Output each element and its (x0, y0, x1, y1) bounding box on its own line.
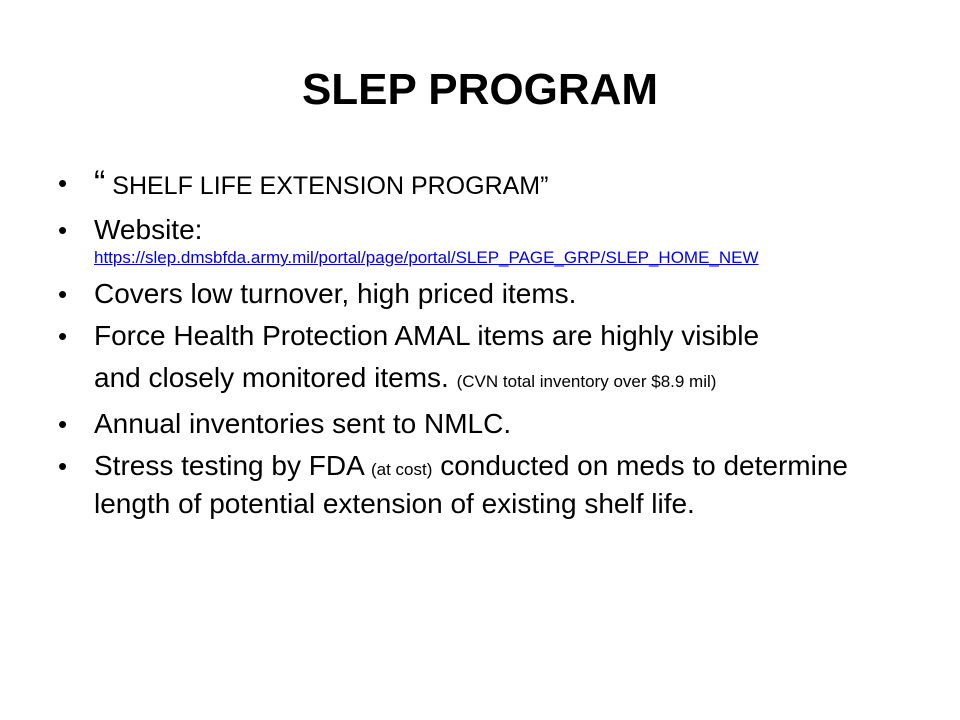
website-label: Website: (94, 214, 203, 245)
bullet-annual-inventories (58, 407, 900, 441)
bullet-text: Annual inventories sent to NMLC. (94, 408, 512, 439)
website-link[interactable]: https://slep.dmsbfda.army.mil/portal/page/portal/SLEP_PAGE_GRP/SLEP_HOME_NEW (94, 248, 759, 267)
bullet-text: and closely monitored items. (94, 362, 449, 393)
bullet-text: Force Health Protection AMAL items are highly visible (94, 320, 760, 351)
open-quote: “ (94, 164, 106, 202)
bullet-icon: • (58, 168, 68, 198)
bullet-icon: • (58, 279, 68, 309)
bullet-text-before: Stress testing by FDA (94, 450, 364, 481)
bullet-text: Covers low turnover, high priced items. (94, 278, 577, 309)
bullet-icon: • (58, 321, 68, 351)
bullet-text-after: conducted on meds to determine length of potential extension of existing shelf life. (94, 450, 848, 519)
bullet-icon: • (58, 409, 68, 439)
bullet-website (58, 213, 900, 269)
bullet-text: SHELF LIFE EXTENSION PROGRAM (105, 172, 541, 200)
bullet-stress-testing (58, 449, 900, 521)
bullet-force-health-continuation (58, 361, 900, 399)
slide-title: SLEP PROGRAM (301, 65, 659, 114)
bullet-shelf-life-program (58, 166, 900, 203)
bullet-force-health (58, 319, 900, 353)
bullet-icon: • (58, 451, 68, 481)
bullet-icon: • (58, 215, 68, 245)
cost-note: (at cost) (371, 460, 433, 479)
close-quote: ” (540, 172, 549, 200)
bullet-list (58, 166, 900, 521)
inventory-note: (CVN total inventory over $8.9 mil) (456, 372, 717, 391)
bullet-covers-items (58, 277, 900, 311)
